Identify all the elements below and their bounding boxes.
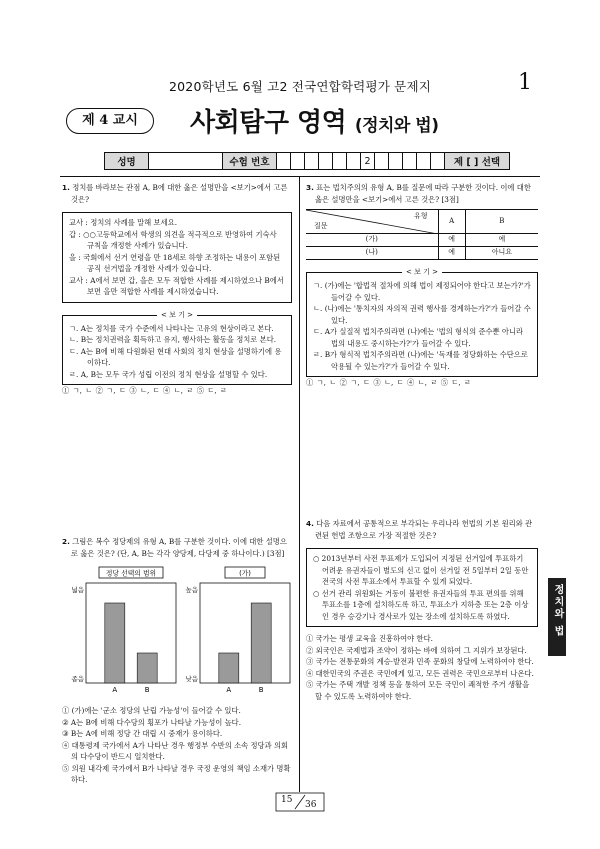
bar-charts	[62, 565, 294, 701]
dialog-line: 교사 : 정치의 사례를 말해 보세요.	[69, 218, 178, 227]
bar-a	[105, 603, 125, 683]
question-number: 3.	[306, 183, 314, 192]
bogi-caption: < 보 기 >	[402, 267, 442, 279]
bar-b	[251, 603, 271, 683]
chart-title: 정당 선택의 범위	[105, 569, 157, 578]
choice-label: 제 [ ] 선택	[445, 153, 509, 169]
bogi-item: ㄹ. B가 형식적 법치주의라면 (나)에는 '독재를 정당화하는 수단으로 악용될 수 있는가?'가 들어갈 수 있다.	[313, 350, 528, 371]
bogi-item: ㄹ. A, B는 모두 국가 성립 이전의 정치 현상을 설명할 수 있다.	[69, 369, 268, 379]
cell-a: 예	[438, 234, 465, 247]
question-number: 4.	[306, 519, 314, 528]
answer-option[interactable]: ④ 대통령제 국가에서 A가 나타난 경우 행정부 수반의 소속 정당과 의회의 다수당이 반드시 일치한다.	[62, 740, 289, 761]
answer-option[interactable]: ⑤ 의원 내각제 국가에서 B가 나타날 경우 국정 운영의 책임 소재가 명확하다.	[62, 763, 291, 784]
bogi-item: ㄴ. B는 정치권력을 획득하고 유지, 행사하는 활동을 정치로 본다.	[69, 335, 277, 344]
cell-a: 예	[438, 247, 465, 260]
data-item: ○ 선거 관리 위원회는 거동이 불편한 유권자들의 투표 편의를 위해 투표소를 1층에 설치하도록 하고, 투표소가 지하층 또는 2층 이상인 경우 승강기나 경사로가 있는 장소에 설치하도록 하였다.	[313, 588, 529, 621]
exam-number-box[interactable]	[319, 153, 333, 169]
student-info-row	[104, 152, 510, 170]
question-stem: 그림은 복수 정당제의 유형 A, B를 구분한 것이다. 이에 대한 설명으로 옳은 것은? (단, A, B는 각각 양당제, 다당제 중 하나이다.) [3점]	[71, 537, 287, 558]
exam-number-box[interactable]	[333, 153, 347, 169]
dialog-box	[62, 212, 292, 303]
answer-option[interactable]: ② A는 B에 비해 다수당의 횡포가 나타날 가능성이 높다.	[62, 717, 242, 727]
subject-title	[190, 102, 438, 139]
bar-a	[219, 653, 239, 683]
question-number: 2.	[62, 537, 70, 546]
exam-number-box[interactable]	[277, 153, 291, 169]
x-tick-label: B	[144, 686, 150, 694]
exam-number-label: 수험 번호	[223, 153, 277, 169]
footer-total: 36	[305, 800, 317, 810]
party-system-chart	[62, 565, 294, 701]
y-tick-label: 넓음	[71, 586, 84, 594]
exam-number-box[interactable]	[347, 153, 361, 169]
cell-b: 아니요	[465, 247, 538, 260]
exam-number-box[interactable]	[291, 153, 305, 169]
row-question: (나)	[306, 247, 438, 260]
x-tick-label: B	[258, 686, 264, 694]
bogi-item: ㄱ. A는 정치를 국가 수준에서 나타나는 고유의 현상이라고 본다.	[69, 323, 274, 333]
answer-option[interactable]: ④ 대한민국의 주권은 국민에게 있고, 모든 권력은 국민으로부터 나온다.	[306, 668, 534, 678]
name-field[interactable]	[149, 153, 223, 169]
subject-subtitle: (정치와 법)	[354, 116, 439, 136]
bogi-box	[306, 268, 538, 377]
y-tick-label: 높음	[185, 586, 198, 594]
side-tab-label: 정치와 법	[552, 584, 563, 638]
y-tick-label: 좁음	[71, 675, 84, 683]
col-a: A	[438, 210, 465, 234]
exam-title: 2020학년도 6월 고2 전국연합학력평가 문제지	[168, 79, 431, 94]
answer-option[interactable]: ② 외국인은 국제법과 조약이 정하는 바에 의하여 그 지위가 보장된다.	[306, 645, 527, 655]
name-label: 성명	[105, 153, 149, 169]
y-tick-label: 낮음	[185, 675, 198, 683]
answer-option[interactable]: ① 국가는 평생 교육을 진흥하여야 한다.	[306, 634, 433, 643]
column-divider	[299, 176, 300, 792]
exam-number-box[interactable]	[375, 153, 389, 169]
col-header: 유형	[413, 212, 428, 220]
question-3	[306, 182, 538, 389]
exam-number-box[interactable]	[389, 153, 403, 169]
page-number: 1	[518, 70, 532, 95]
subject-side-tab	[548, 578, 566, 656]
x-tick-label: A	[112, 686, 118, 694]
chart-frame	[86, 583, 176, 683]
bar-b	[137, 653, 157, 683]
bogi-item: ㄷ. A가 실질적 법치주의라면 (나)에는 '법의 형식의 준수뿐 아니라 법의 내용도 중시하는가?'가 들어갈 수 있다.	[313, 327, 524, 348]
dialog-line: 교사 : A에서 보면 갑, 을은 모두 적합한 사례를 제시하였으나 B에서 보면 을만 적합한 사례를 제시하였습니다.	[69, 275, 284, 296]
data-item: ○ 2013년부터 사전 투표제가 도입되어 지정된 선거일에 투표하기 어려운 유권자들이 별도의 신고 없이 선거일 전 5일부터 2일 동안 전국의 사전 투표소에서 투표할 수 있게 되었다.	[313, 554, 529, 586]
row-question: (가)	[306, 234, 438, 247]
dialog-line: 갑 : ○○고등학교에서 학생의 의견을 적극적으로 반영하여 기숙사 규칙을 개정한 사례가 있습니다.	[69, 229, 277, 250]
rule-of-law-table	[306, 209, 538, 260]
subject-name: 사회탐구 영역	[190, 108, 347, 138]
row-header: 질문	[314, 221, 328, 230]
footer-page: 15	[281, 795, 293, 805]
answer-option[interactable]: ① (가)에는 '군소 정당의 난립 가능성'이 들어갈 수 있다.	[62, 706, 241, 715]
exam-number-box[interactable]	[403, 153, 417, 169]
bogi-caption: < 보 기 >	[157, 310, 197, 322]
header-rule	[60, 176, 540, 177]
cell-b: 예	[465, 234, 538, 247]
answer-options[interactable]: ① ㄱ, ㄴ ② ㄱ, ㄷ ③ ㄴ, ㄷ ④ ㄴ, ㄹ ⑤ ㄷ, ㄹ	[62, 386, 228, 395]
bogi-item: ㄴ. (나)에는 '통치자의 자의적 권력 행사를 경계하는가?'가 들어갈 수 있다.	[313, 304, 531, 325]
answer-option[interactable]: ⑤ 국가는 주택 개발 정책 등을 통하여 모든 국민이 쾌적한 주거 생활을 할 수 있도록 노력하여야 한다.	[306, 680, 530, 701]
question-stem: 정치를 바라보는 관점 A, B에 대한 옳은 설명만을 <보기>에서 고른 것은?	[71, 183, 288, 204]
question-4	[306, 518, 538, 702]
answer-option[interactable]: ③ B는 A에 비해 정당 간 대립 시 중재가 용이하다.	[62, 729, 223, 738]
question-stem: 표는 법치주의의 유형 A, B를 질문에 따라 구분한 것이다. 이에 대한 옳은 설명만을 <보기>에서 고른 것은? [3점]	[315, 183, 531, 204]
answer-option[interactable]: ③ 국가는 전통문화의 계승·발전과 민족 문화의 창달에 노력하여야 한다.	[306, 657, 534, 666]
data-box	[306, 548, 538, 627]
dialog-line: 을 : 국회에서 선거 연령을 만 18세로 하향 조정하는 내용이 포함된 공직 선거법을 개정한 사례가 있습니다.	[69, 252, 281, 273]
answer-options[interactable]: ① ㄱ, ㄴ ② ㄱ, ㄷ ③ ㄴ, ㄷ ④ ㄴ, ㄹ ⑤ ㄷ, ㄹ	[306, 378, 472, 387]
question-number: 1.	[62, 183, 70, 192]
table-corner	[306, 210, 438, 234]
question-2	[62, 536, 292, 786]
exam-number-digit: 2	[361, 153, 375, 169]
question-stem: 다음 자료에서 공통적으로 부각되는 우리나라 헌법의 기본 원리와 관련된 헌법 조항으로 가장 적절한 것은?	[315, 519, 533, 540]
x-tick-label: A	[226, 686, 232, 694]
bogi-item: ㄱ. (가)에는 '합법적 절차에 의해 법이 제정되어야 한다고 보는가?'가 들어갈 수 있다.	[313, 281, 531, 302]
exam-number-box[interactable]	[431, 153, 445, 169]
exam-number-box[interactable]	[305, 153, 319, 169]
bogi-box	[62, 310, 292, 386]
question-1	[62, 182, 292, 397]
chart-title: (가)	[239, 569, 251, 578]
col-b: B	[465, 210, 538, 234]
exam-number-box[interactable]	[417, 153, 431, 169]
period-badge: 제 4 교시	[66, 108, 154, 134]
chart-frame	[200, 583, 290, 683]
bogi-item: ㄷ. A는 B에 비해 다원화된 현대 사회의 정치 현상을 설명하기에 용이하다.	[69, 346, 282, 367]
